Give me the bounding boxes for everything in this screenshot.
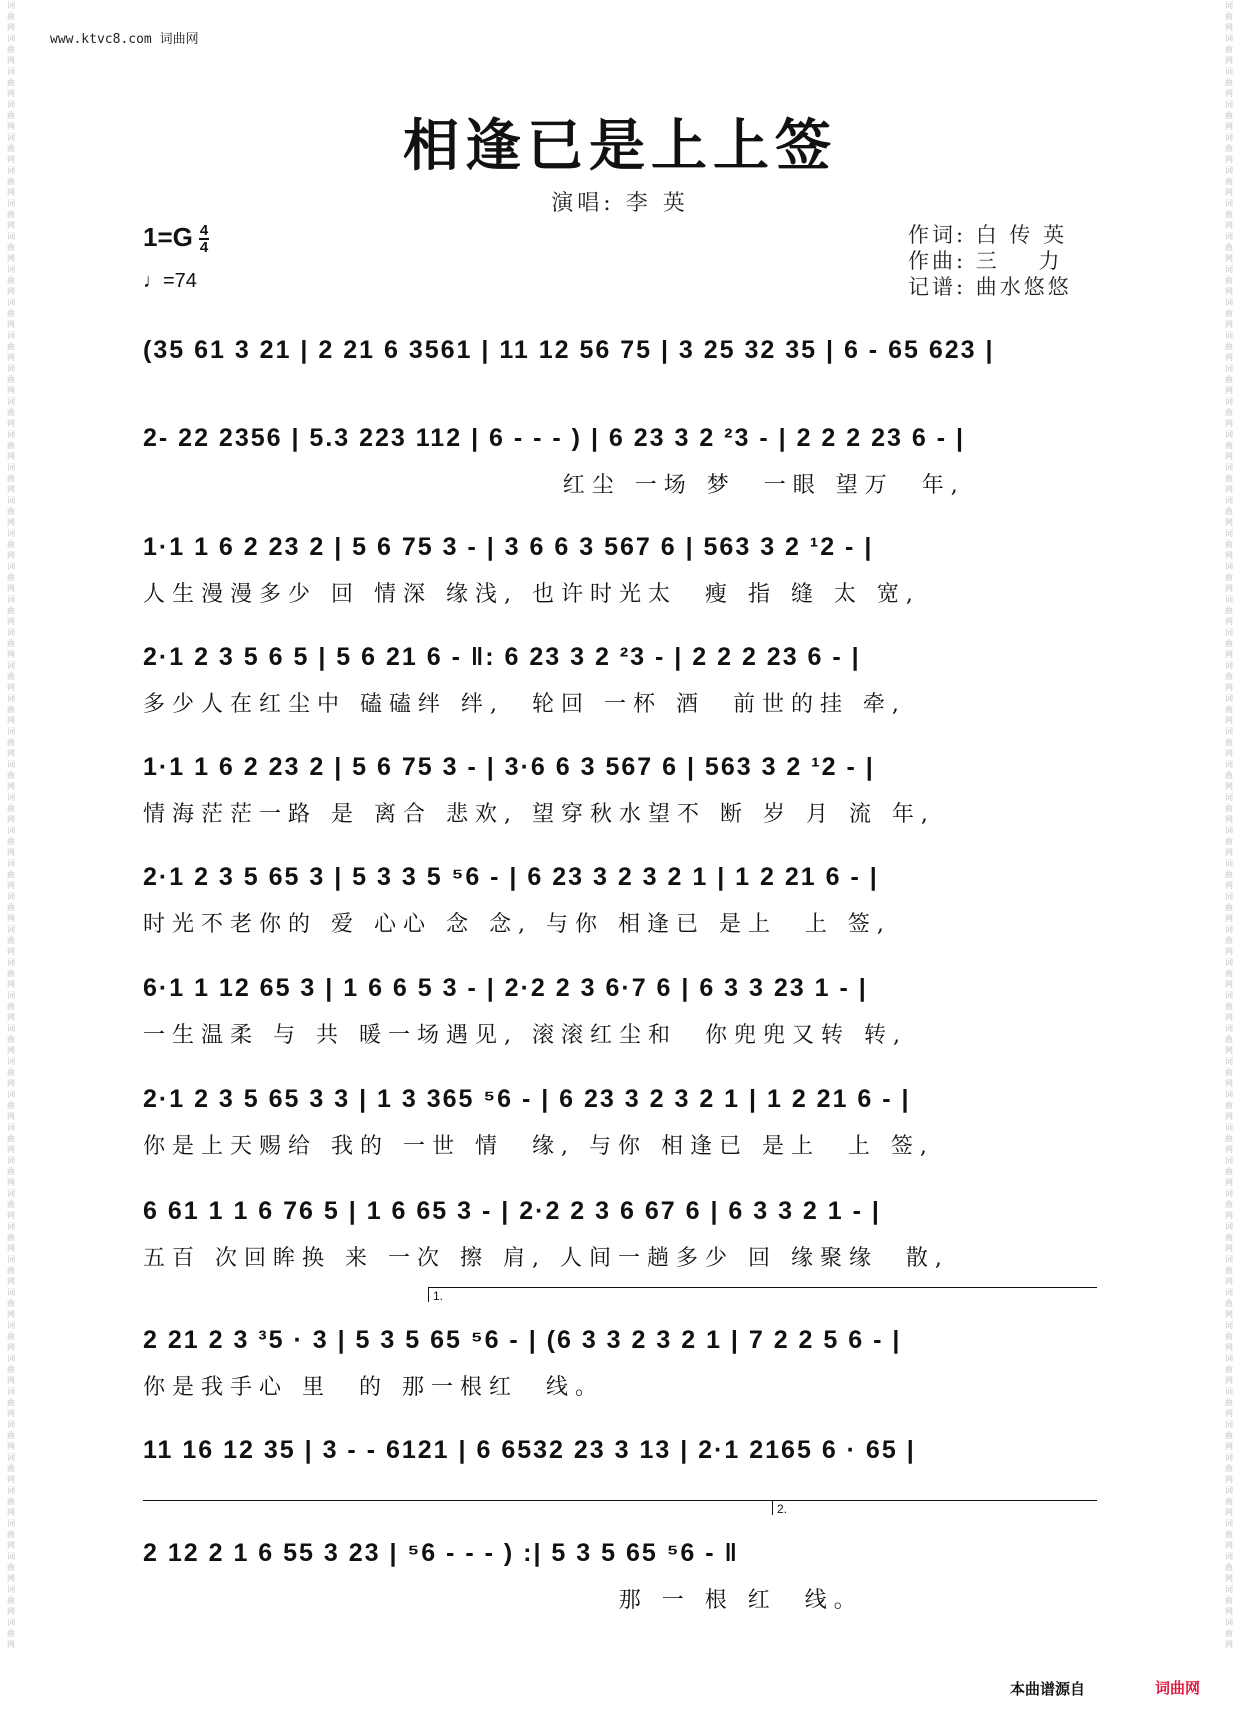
- row-lyrics: 你是上天赐给 我的 一世 情 缘, 与你 相逢已 是上 上 签,: [143, 1134, 934, 1159]
- song-title: 相逢已是上上签: [403, 113, 837, 179]
- singer-credit: 演唱: 李 英: [551, 191, 689, 216]
- row-notes: 1·1 1 6 2 23 2 | 5 6 75 3 - | 3·6 6 3 567 6 | 563 3 2 ¹2 - |: [143, 753, 875, 781]
- row-notes: 6 61 1 1 6 76 5 | 1 6 65 3 - | 2·2 2 3 6 67 6 | 6 3 3 2 1 - |: [143, 1197, 881, 1225]
- composer-credit: 作曲: 三 力: [908, 249, 1063, 273]
- row-notes: 2·1 2 3 5 65 3 3 | 1 3 365 ⁵6 - | 6 23 3 2 3 2 1 | 1 2 21 6 - |: [143, 1085, 911, 1113]
- row-lyrics: 红尘 一场 梦 一眼 望万 年,: [143, 473, 965, 498]
- tempo-marking: ♩=74: [143, 270, 197, 292]
- row-lyrics: 时光不老你的 爱 心心 念 念, 与你 相逢已 是上 上 签,: [143, 912, 891, 937]
- row-lyrics: 情海茫茫一路 是 离合 悲欢, 望穿秋水望不 断 岁 月 流 年,: [143, 802, 935, 827]
- row-notes: 2 12 2 1 6 55 3 23 | ⁵6 - - - ) :| 5 3 5 65 ⁵6 - ‖: [143, 1539, 739, 1567]
- row-notes: 2 21 2 3 ³5 · 3 | 5 3 5 65 ⁵6 - | (6 3 3 2 3 2 1 | 7 2 2 5 6 - |: [143, 1326, 902, 1354]
- time-bottom: 4: [199, 239, 209, 257]
- first-ending-label: 1.: [433, 1289, 444, 1303]
- time-top: 4: [199, 222, 209, 240]
- row-notes: (35 61 3 21 | 2 21 6 3561 | 11 12 56 75 | 3 25 32 35 | 6 - 65 623 |: [143, 336, 995, 364]
- footer-source-note: 本曲谱源自: [1010, 1680, 1086, 1698]
- key-label: 1=G: [143, 222, 193, 252]
- second-ending-label: 2.: [777, 1502, 788, 1516]
- row-notes: 2·1 2 3 5 6 5 | 5 6 21 6 - ‖: 6 23 3 2 ²3 - | 2 2 2 23 6 - |: [143, 643, 861, 671]
- row-notes: 2·1 2 3 5 65 3 | 5 3 3 5 ⁵6 - | 6 23 3 2 3 2 1 | 1 2 21 6 - |: [143, 863, 879, 891]
- key-signature: [143, 222, 209, 255]
- second-ending-bracket: [772, 1500, 1097, 1515]
- row-lyrics: 多少人在红尘中 磕磕绊 绊, 轮回 一杯 酒 前世的挂 牵,: [143, 692, 906, 717]
- credits: [908, 222, 1072, 300]
- row-notes: 6·1 1 12 65 3 | 1 6 6 5 3 - | 2·2 2 3 6·7 6 | 6 3 3 23 1 - |: [143, 974, 868, 1002]
- row-lyrics: 你是我手心 里 的 那一根红 线。: [143, 1375, 604, 1400]
- first-ending-bracket: [428, 1287, 1097, 1302]
- side-watermark-left: 词曲网词曲网词曲网词曲网词曲网词曲网词曲网词曲网词曲网词曲网词曲网词曲网词曲网词曲网词曲网词曲网词曲网词曲网词曲网词曲网词曲网词曲网词曲网词曲网词曲网词曲网词曲网词曲网词曲网词曲网词曲网词曲网词曲网词曲网词曲网词曲网词曲网词曲网词曲网词曲网词曲网词曲网词曲网词曲网词曲网词曲网词曲网词曲网词曲网词曲网: [7, 1, 15, 1649]
- row-lyrics: 一生温柔 与 共 暖一场遇见, 滚滚红尘和 你兜兜又转 转,: [143, 1023, 907, 1048]
- row-lyrics: 人生漫漫多少 回 情深 缘浅, 也许时光太 瘦 指 缝 太 宽,: [143, 582, 920, 607]
- row-notes: 2- 22 2356 | 5.3 223 112 | 6 - - - ) | 6 23 3 2 ²3 - | 2 2 2 23 6 - |: [143, 424, 965, 452]
- side-watermark-right: 词曲网词曲网词曲网词曲网词曲网词曲网词曲网词曲网词曲网词曲网词曲网词曲网词曲网词曲网词曲网词曲网词曲网词曲网词曲网词曲网词曲网词曲网词曲网词曲网词曲网词曲网词曲网词曲网词曲网词曲网词曲网词曲网词曲网词曲网词曲网词曲网词曲网词曲网词曲网词曲网词曲网词曲网词曲网词曲网词曲网词曲网词曲网词曲网词曲网词曲网: [1225, 1, 1233, 1649]
- time-signature: [199, 223, 209, 255]
- row-notes: 11 16 12 35 | 3 - - 6121 | 6 6532 23 3 13 | 2·1 2165 6 · 65 |: [143, 1436, 916, 1464]
- row-lyrics: 那 一 根 红 线。: [143, 1588, 863, 1613]
- row-notes: 1·1 1 6 2 23 2 | 5 6 75 3 - | 3 6 6 3 567 6 | 563 3 2 ¹2 - |: [143, 533, 874, 561]
- footer-brand-link[interactable]: 词曲网: [1155, 1679, 1201, 1697]
- transcriber-credit: 记谱: 曲水悠悠: [908, 275, 1072, 299]
- row-lyrics: 五百 次回眸换 来 一次 擦 肩, 人间一趟多少 回 缘聚缘 散,: [143, 1246, 949, 1271]
- site-header[interactable]: www.ktvc8.com 词曲网: [50, 32, 199, 47]
- lyricist-credit: 作词: 白 传 英: [908, 223, 1068, 247]
